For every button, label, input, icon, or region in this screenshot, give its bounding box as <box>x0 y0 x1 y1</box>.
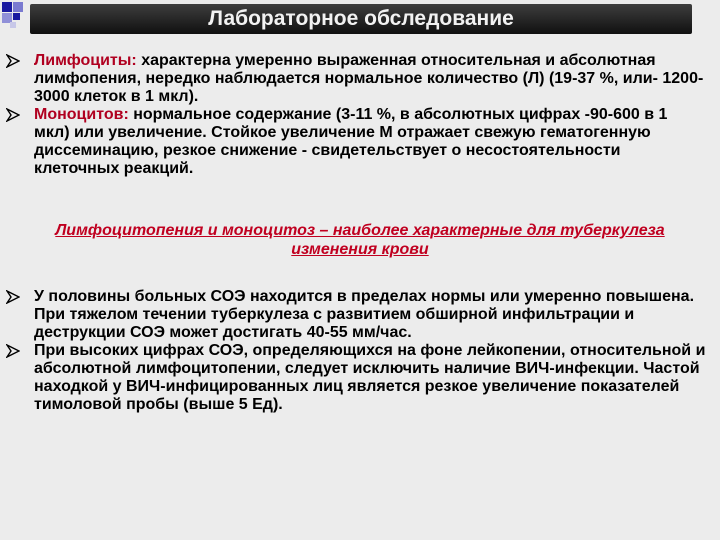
slide-logo-squares <box>2 2 28 32</box>
bullet-list-top <box>6 52 706 178</box>
callout-text: Лимфоцитопения и моноцитоз – наиболее характерные для туберкулеза изменения крови <box>55 222 665 258</box>
bullet-text: характерна умеренно выраженная относительная и абсолютная лимфопения, нередко наблюдается нормальное количество (Л) (19-37 %, или- 1200-3000 клеток в 1 мкл). <box>34 52 704 105</box>
bullet-lead: Моноцитов: <box>34 106 129 123</box>
arrow-bullet-icon <box>6 108 20 122</box>
bullet-text: нормальное содержание (3-11 %, в абсолютных цифрах -90-600 в 1 мкл) или увеличение. Стойкое увеличение М отражает свежую гематогенную диссеминацию, резкое снижение - свидетельствует о несостоятельности клеточных реакций. <box>34 106 668 177</box>
bullet-lead: Лимфоциты: <box>34 52 137 69</box>
bullet-esr-hiv <box>6 342 706 414</box>
bullet-lymphocytes <box>6 52 706 106</box>
bullet-list-bottom <box>6 288 706 414</box>
bullet-text: При высоких цифрах СОЭ, определяющихся на фоне лейкопении, относительной и абсолютной лимфоцитопении, следует исключить наличие ВИЧ-инфекции. Частой находкой у ВИЧ-инфицированных лиц является резкое увеличение показателей тимоловой пробы (выше 5 Ед). <box>34 342 706 413</box>
bullet-monocytes <box>6 106 706 178</box>
bullet-esr-normal <box>6 288 706 342</box>
bullet-text: У половины больных СОЭ находится в пределах нормы или умеренно повышена. При тяжелом течении туберкулеза с развитием обширной инфильтрации и деструкции СОЭ может достигать 40-55 мм/час. <box>34 288 695 341</box>
arrow-bullet-icon <box>6 290 20 304</box>
slide-title: Лабораторное обследование <box>208 7 514 30</box>
arrow-bullet-icon <box>6 344 20 358</box>
arrow-bullet-icon <box>6 54 20 68</box>
